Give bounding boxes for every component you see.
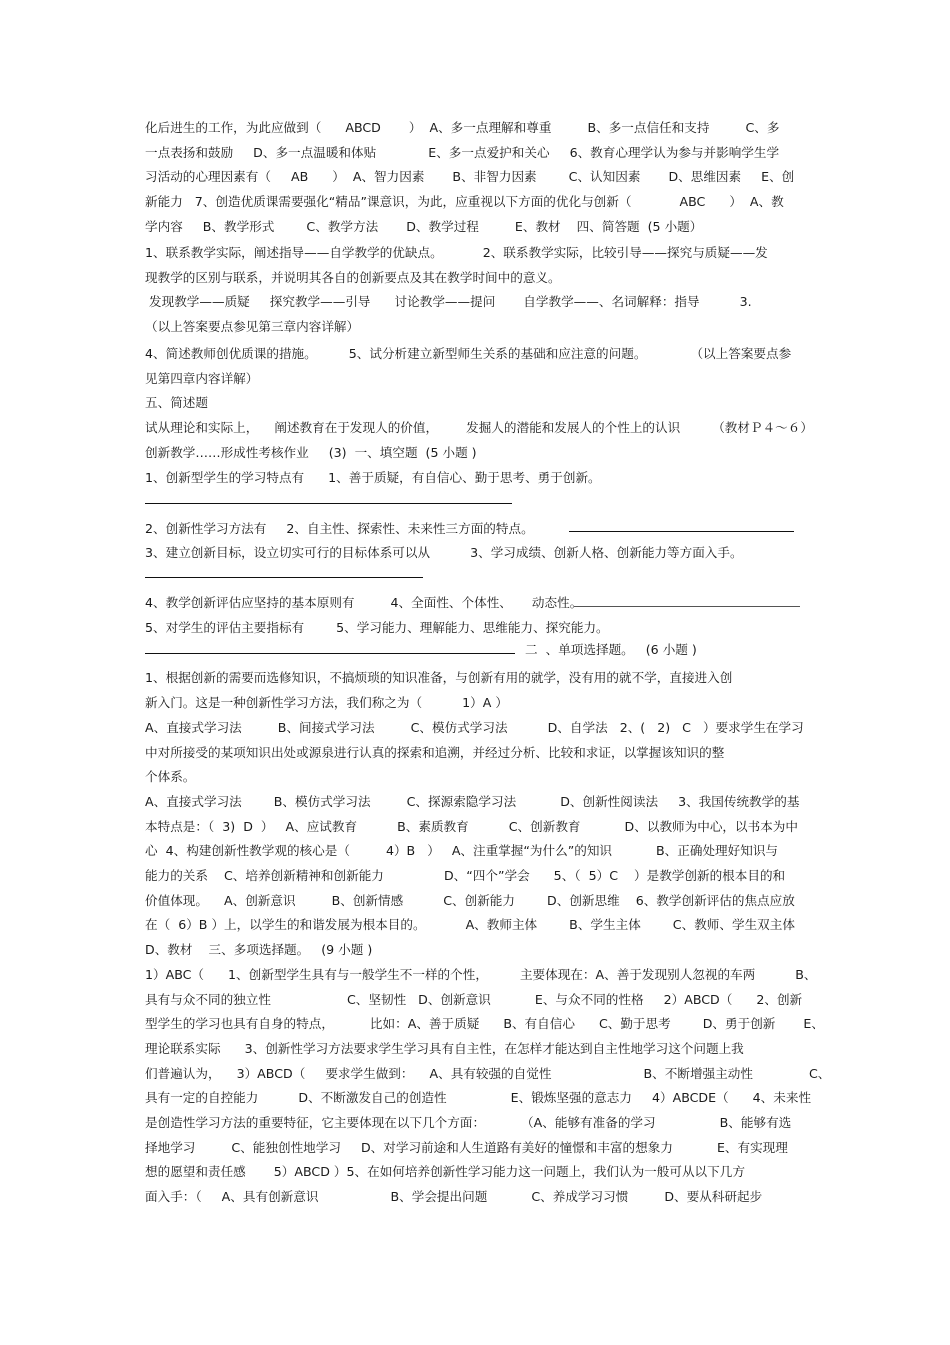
text-line: A、直接式学习法 B、间接式学习法 C、模仿式学习法 D、自学法 2、( 2) C ）要求学生在学习: [145, 720, 804, 735]
text-line: 们普遍认为， 3）ABCD（ 要求学生做到： A、具有较强的自觉性 B、不断增强主动性 C、: [145, 1065, 831, 1081]
text-block-single-choice-q2: [145, 716, 815, 790]
fill-blank-5: 5、对学生的评估主要指标有 5、学习能力、理解能力、思维能力、探究能力。: [145, 620, 609, 635]
text-line: 1）ABC（ 1、创新型学生具有与一般学生不一样的个性， 主要体现在：A、善于发现别人忽视的车两 B、: [145, 966, 817, 982]
text-line: 个体系。: [145, 769, 196, 785]
answer-underline: [145, 503, 512, 504]
text-line: 面入手：（ A、具有创新意识 B、学会提出问题 C、养成学习习惯 D、要从科研起步: [145, 1189, 763, 1204]
section-heading-single-choice: 二 、单项选择题。 (6 小题 ): [525, 642, 697, 657]
text-line: 新入门。这是一种创新性学习方法，我们称之为（ 1）A ）: [145, 694, 508, 710]
text-line: 4、简述教师创优质课的措施。 5、试分析建立新型师生关系的基础和应注意的问题。 （以上答案要点参: [145, 346, 792, 361]
text-line: 化后进生的工作，为此应做到（ ABCD ） A、多一点理解和尊重 B、多一点信任和支持 C、多: [145, 120, 780, 135]
text-block-essay: [145, 342, 815, 465]
text-line: 1、联系教学实际，阐述指导——自学教学的优缺点。 2、联系教学实际，比较引导——探究与质疑——发: [145, 245, 768, 260]
text-block-multiple-choice-top: [145, 116, 815, 239]
answer-underline: [574, 606, 800, 607]
text-line: 理论联系实际 3、创新性学习方法要求学生学习具有自主性，在怎样才能达到自主性地学习这个问题上我: [145, 1040, 744, 1056]
text-line: 试从理论和实际上， 阐述教育在于发现人的价值， 发掘人的潜能和发展人的个性上的认识 （教材Ｐ４～６）: [145, 420, 813, 436]
text-line: 一点表扬和鼓励 D、多一点温暖和体贴 E、多一点爱护和关心 6、教育心理学认为参与并影响学生学: [145, 144, 780, 160]
text-line: 中对所接受的某项知识出处或源泉进行认真的探索和追溯，并经过分析、比较和求证，以掌握该知识的整: [145, 744, 725, 760]
text-line: 具有一定的自控能力 D、不断激发自己的创造性 E、锻炼坚强的意志力 4）ABCDE（ 4、未来性: [145, 1090, 812, 1106]
fill-blank-1: 1、创新型学生的学习特点有 1、善于质疑，有自信心、勤于思考、勇于创新。: [145, 470, 601, 485]
fill-blank-3: 3、建立创新目标，设立切实可行的目标体系可以从 3、学习成绩、创新人格、创新能力等方面入手。: [145, 545, 743, 560]
fill-blank-4: 4、教学创新评估应坚持的基本原则有 4、全面性、个体性、 动态性。: [145, 595, 583, 610]
text-line: （以上答案要点参见第三章内容详解）: [145, 319, 360, 335]
answer-underline: [145, 577, 423, 578]
text-line: 心 4、构建创新性教学观的核心是（ 4）B ） A、注重掌握“为什么”的知识 B、正确处理好知识与: [145, 843, 779, 859]
text-line: D、教材 三、多项选择题。 (9 小题 ): [145, 942, 373, 958]
text-line: 习活动的心理因素有（ AB ） A、智力因素 B、非智力因素 C、认知因素 D、思维因素 E、创: [145, 169, 795, 185]
text-line: 在（ 6）B ）上，以学生的和谐发展为根本目的。 A、教师主体 B、学生主体 C、教师、学生双主体: [145, 917, 795, 933]
text-line: 型学生的学习也具有自身的特点， 比如：A、善于质疑 B、有自信心 C、勤于思考 D、勇于创新 E、: [145, 1016, 824, 1032]
text-line: A、直接式学习法 B、模仿式学习法 C、探源索隐学习法 D、创新性阅读法 3、我国传统教学的基: [145, 794, 800, 809]
answer-underline: [145, 653, 515, 654]
answer-underline: [569, 531, 794, 532]
text-line: 新能力 7、创造优质课需要强化“精品”课意识，为此，应重视以下方面的优化与创新（ ABC ） A、教: [145, 194, 784, 210]
text-line: 是创造性学习方法的重要特征，它主要体现在以下几个方面： （A、能够有准备的学习 B、能够有选: [145, 1114, 792, 1130]
text-line: 学内容 B、教学形式 C、教学方法 D、教学过程 E、教材 四、简答题 (5 小题）: [145, 218, 703, 234]
text-line: 五、简述题: [145, 395, 208, 411]
text-line: 见第四章内容详解）: [145, 370, 259, 386]
text-line: 想的愿望和责任感 5）ABCD ）5、在如何培养创新性学习能力这一问题上，我们认为一般可从以下几方: [145, 1164, 745, 1180]
text-line: 发现教学——质疑 探究教学——引导 讨论教学——提问 自学教学——、名词解释：指导 3.: [145, 294, 752, 310]
text-line: 现教学的区别与联系，并说明其各自的创新要点及其在教学时间中的意义。: [145, 269, 561, 285]
text-line: 价值体现。 A、创新意识 B、创新情感 C、创新能力 D、创新思维 6、教学创新评估的焦点应放: [145, 892, 795, 908]
text-block-single-choice-q1: [145, 666, 815, 715]
text-line: 择地学习 C、能独创性地学习 D、对学习前途和人生道路有美好的憧憬和丰富的想象力 E、有实现理: [145, 1139, 788, 1155]
text-line: 能力的关系 C、培养创新精神和创新能力 D、“四个”学会 5、（ 5）C ）是教学创新的根本目的和: [145, 868, 786, 884]
fill-blank-2: 2、创新性学习方法有 2、自主性、探索性、未来性三方面的特点。: [145, 521, 534, 536]
text-block-remaining-questions: [145, 790, 831, 1210]
text-line: 1、根据创新的需要而选修知识，不搞烦琐的知识准备，与创新有用的就学，没有用的就不学，直接进入创: [145, 670, 733, 685]
text-line: 本特点是：（ 3) D ） A、应试教育 B、素质教育 C、创新教育 D、以教师为中心，以书本为中: [145, 818, 798, 834]
text-block-short-answer: [145, 241, 815, 340]
text-line: 具有与众不同的独立性 C、坚韧性 D、创新意识 E、与众不同的性格 2）ABCD（ 2、创新: [145, 991, 803, 1007]
text-line: 创新教学……形成性考核作业 (3) 一、填空题 (5 小题 ): [145, 444, 477, 460]
